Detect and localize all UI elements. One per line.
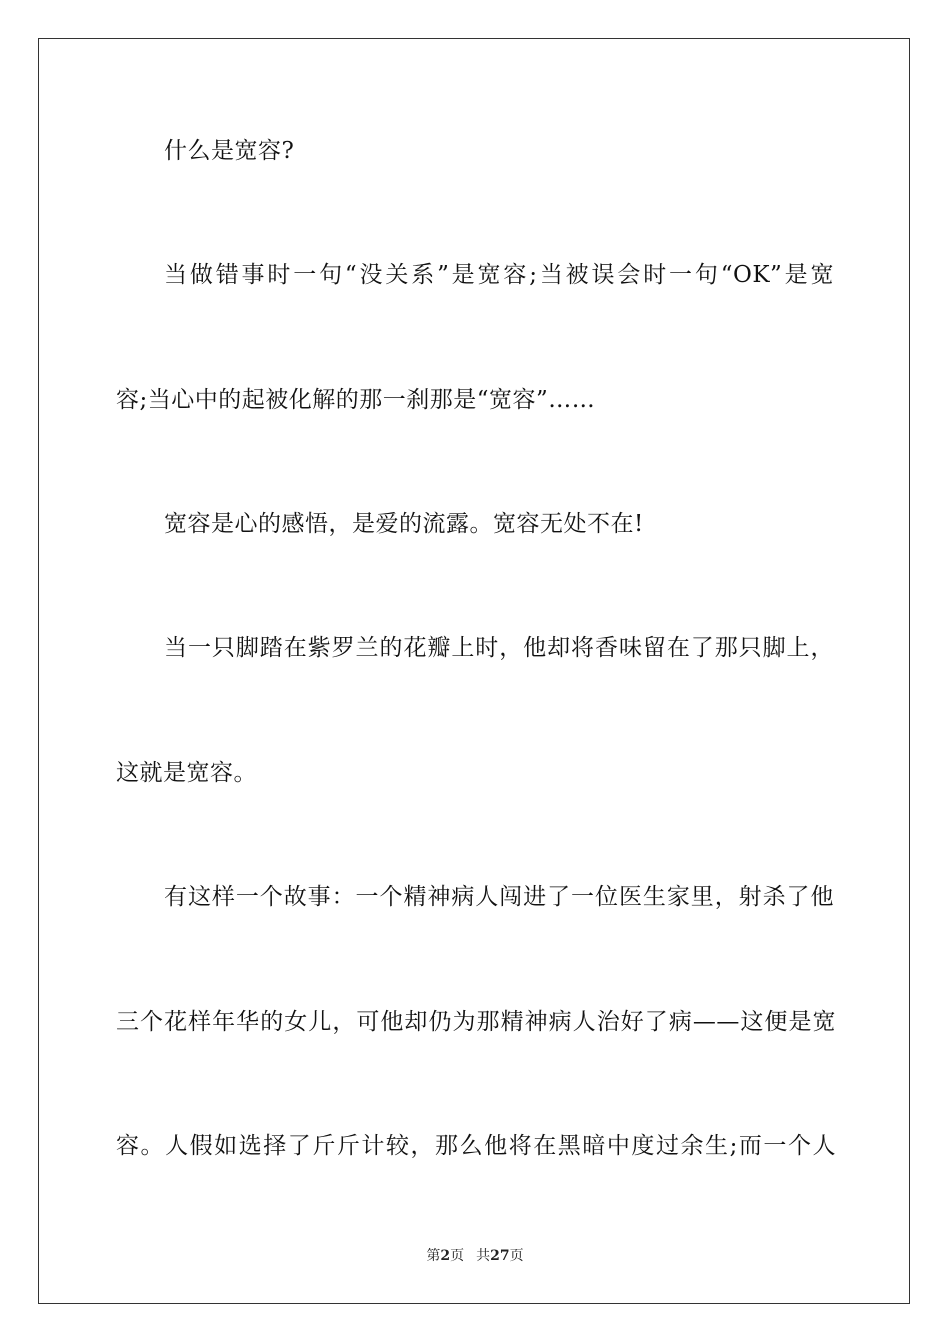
paragraph-line-2: 当做错事时一句“没关系”是宽容;当被误会时一句“OK”是宽 [164,262,834,288]
total-prefix: 共 [476,1248,491,1264]
page-suffix: 页 [450,1248,465,1264]
paragraph-line-9: 容。人假如选择了斤斤计较，那么他将在黑暗中度过余生;而一个人 [116,1133,836,1159]
page-border [38,38,910,1304]
page-number: 2 [440,1248,451,1264]
paragraph-line-1: 什么是宽容? [164,138,295,164]
paragraph-line-8: 三个花样年华的女儿，可他却仍为那精神病人治好了病——这便是宽 [116,1009,836,1035]
total-suffix: 页 [509,1248,524,1264]
paragraph-line-6: 这就是宽容。 [116,760,257,786]
page-prefix: 第 [426,1248,441,1264]
page-footer [0,1247,950,1265]
paragraph-line-4: 宽容是心的感悟，是爱的流露。宽容无处不在! [164,511,644,537]
paragraph-line-5: 当一只脚踏在紫罗兰的花瓣上时，他却将香味留在了那只脚上， [164,635,834,661]
paragraph-line-3: 容;当心中的起被化解的那一刹那是“宽容”…… [116,387,596,413]
paragraph-line-7: 有这样一个故事：一个精神病人闯进了一位医生家里，射杀了他 [164,884,834,910]
total-pages: 27 [490,1248,510,1264]
